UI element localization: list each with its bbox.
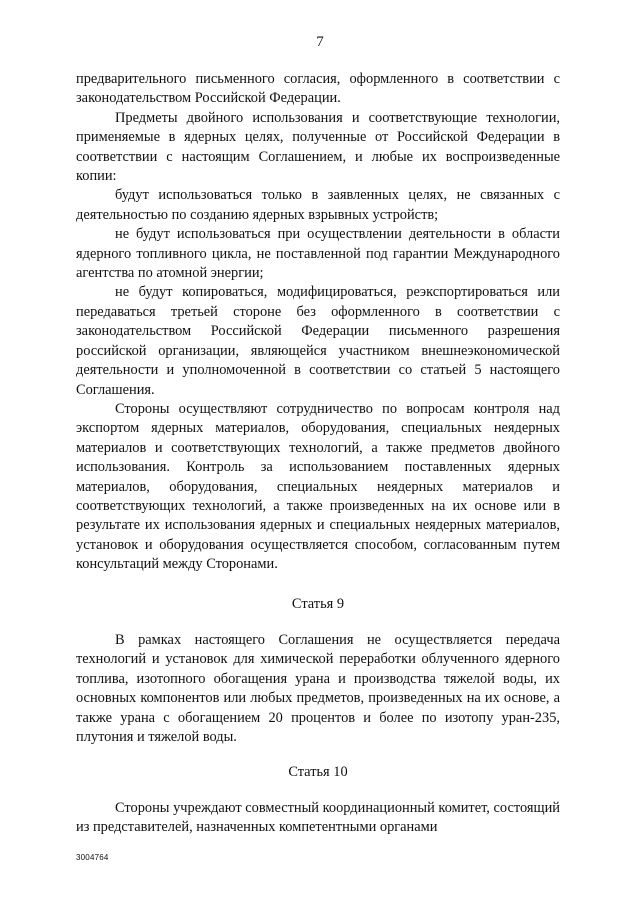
document-body [76, 70, 560, 838]
article-9-heading: Статья 9 [291, 595, 345, 612]
paragraph-condition-safeguards: не будут использоваться при осуществлении деятельности в области ядерного топливного цикла, не поставленной под гарантии Международного агентства по атомной энергии; [76, 226, 560, 282]
paragraph-condition-no-copying: не будут копироваться, модифицироваться, реэкспортироваться или передаваться третьей стороне без оформленного в соответствии с законодательством Российской Федерации письменного разрешения российской организации, являющейся участником внешнеэкономической деятельности и уполномоченной в соответствии со статьей 5 настоящего Соглашения. [76, 284, 560, 398]
paragraph-export-control: Стороны осуществляют сотрудничество по вопросам контроля над экспортом ядерных материалов, оборудования, специальных неядерных материалов и соответствующих технологий, а также предметов двойного использования. Контроль за использованием поставленных ядерных материалов, оборудования, специальных неядерных материалов и соответствующих технологий, а также произведенных на их основе или в результате их использования ядерных и специальных неядерных материалов, установок и оборудования осуществляется способом, согласованным путем консультаций между Сторонами. [76, 400, 560, 573]
article-10-heading: Статья 10 [288, 764, 348, 781]
paragraph-dual-use-items: Предметы двойного использования и соответствующие технологии, применяемые в ядерных целях, полученные от Российской Федерации в соответствии с настоящим Соглашением, и любые их воспроизведенные копии: [76, 109, 560, 185]
paragraph-continuation: предварительного письменного согласия, оформленного в соответствии с законодательством Российской Федерации. [76, 71, 560, 107]
article-9-text: В рамках настоящего Соглашения не осуществляется передача технологий и установок для химической переработки облученного ядерного топлива, изотопного обогащения урана и производства тяжелой воды, их основных компонентов или любых предметов, произведенных на их основе, а также урана с обогащением 20 процентов и более по изотопу уран-235, плутония и тяжелой воды. [76, 631, 560, 745]
article-10-text: Стороны учреждают совместный координационный комитет, состоящий из представителей, назначенных компетентными органами [76, 799, 560, 836]
paragraph-condition-declared-purposes: будут использоваться только в заявленных целях, не связанных с деятельностью по созданию ядерных взрывных устройств; [76, 187, 560, 223]
document-code: 3004764 [76, 853, 109, 862]
page-number: 7 [316, 34, 324, 50]
